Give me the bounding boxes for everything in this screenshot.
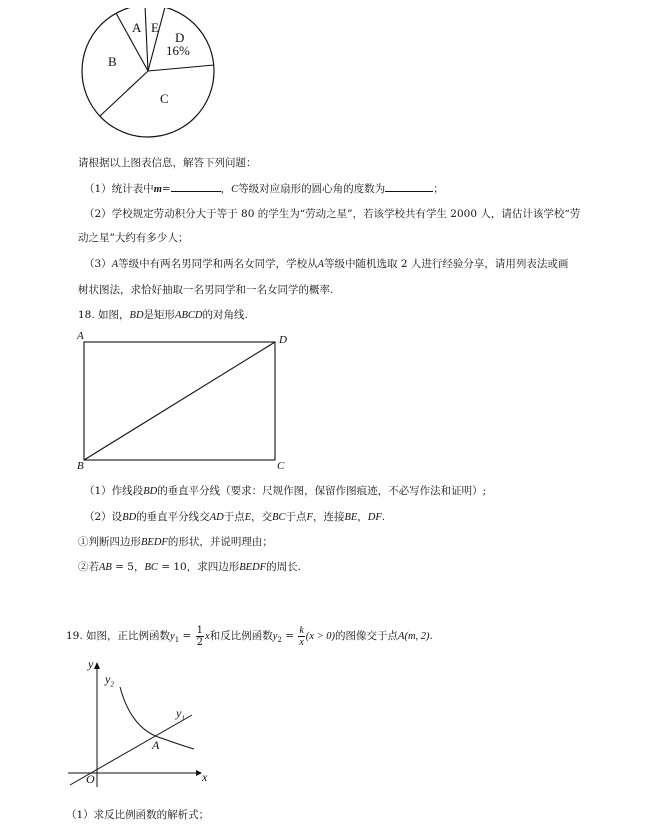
fraction-one-half: $\frac{1}{2}$ [196,624,204,648]
q18-part1: （1）作线段BD的垂直平分线（要求：尺规作图，保留作图痕迹，不必写作法和证明）; [84,485,487,497]
graph-label-origin: O [86,772,95,786]
q18-part2: （2）设BD的垂直平分线交AD于点E，交BC于点F，连接BE，DF. [84,511,386,523]
fraction-k-over-x: $\frac{k}{x}$ [299,624,304,648]
pie-label-c: C [160,91,169,106]
function-graph [62,655,222,790]
answer-blank-angle[interactable] [385,181,433,192]
q19-part1: （1）求反比例函数的解析式； [66,809,210,821]
q17-part3-line2: 树状图法，求恰好抽取一名男同学和一名女同学的概率. [78,284,334,296]
graph-label-y2: $y_2$ [105,672,114,689]
rect-vertex-a: A [77,330,84,342]
graph-label-y-axis: y [88,657,94,671]
q18-stem: 18. 如图，BD是矩形ABCD的对角线. [78,309,248,321]
pie-label-a: A [132,20,142,35]
graph-label-point-a: A [152,738,160,752]
pie-label-d: D [175,30,185,45]
pie-label-e: E [151,20,159,35]
q18-sub1: ①判断四边形BEDF的形状，并说明理由； [78,536,273,548]
pie-outline [82,8,214,137]
pie-chart [78,8,220,140]
q17-part3-line1: （3）A等级中有两名男同学和两名女同学，学校从A等级中随机选取 2 人进行经验分享，请用列表法或画 [84,258,569,270]
q19-stem: 19. 如图，正比例函数$y_1$ = $\frac{1}{2}$ x和反比例函数$y_2$ = $\frac{k}{x}$ (x > 0)的图像交于点A(m, 2). [66,624,433,648]
rect-vertex-d: D [279,334,287,346]
q17-part2-line2: 动之星”大约有多少人； [78,232,189,244]
graph-label-y1: $y_1$ [176,706,185,723]
q18-sub2: ②若AB = 5，BC = 10，求四边形BEDF的周长. [78,561,301,573]
pie-label-d-percent: 16% [166,43,190,58]
pie-label-b: B [108,54,117,69]
diagonal-bd [84,342,275,460]
pie-sector-line-ae [145,8,148,71]
rect-vertex-b: B [77,460,84,472]
q17-part2-line1: （2）学校规定劳动积分大于等于 80 的学生为“劳动之星”，若该学校共有学生 2000 人，请估计该学校“劳 [84,208,581,220]
pie-sector-line-cb [100,71,148,116]
q17-part1: （1）统计表中m= ，C等级对应扇形的圆心角的度数为 ； [84,183,444,195]
answer-blank-m[interactable] [171,181,221,192]
graph-label-x-axis: x [202,770,208,784]
rect-vertex-c: C [277,460,285,472]
pie-sector-line-ed [148,8,165,71]
q17-intro: 请根据以上图表信息，解答下列问题： [78,157,257,169]
rectangle-figure [78,330,288,475]
pie-sector-line-dc [148,65,214,71]
y-axis-arrow [94,662,100,669]
